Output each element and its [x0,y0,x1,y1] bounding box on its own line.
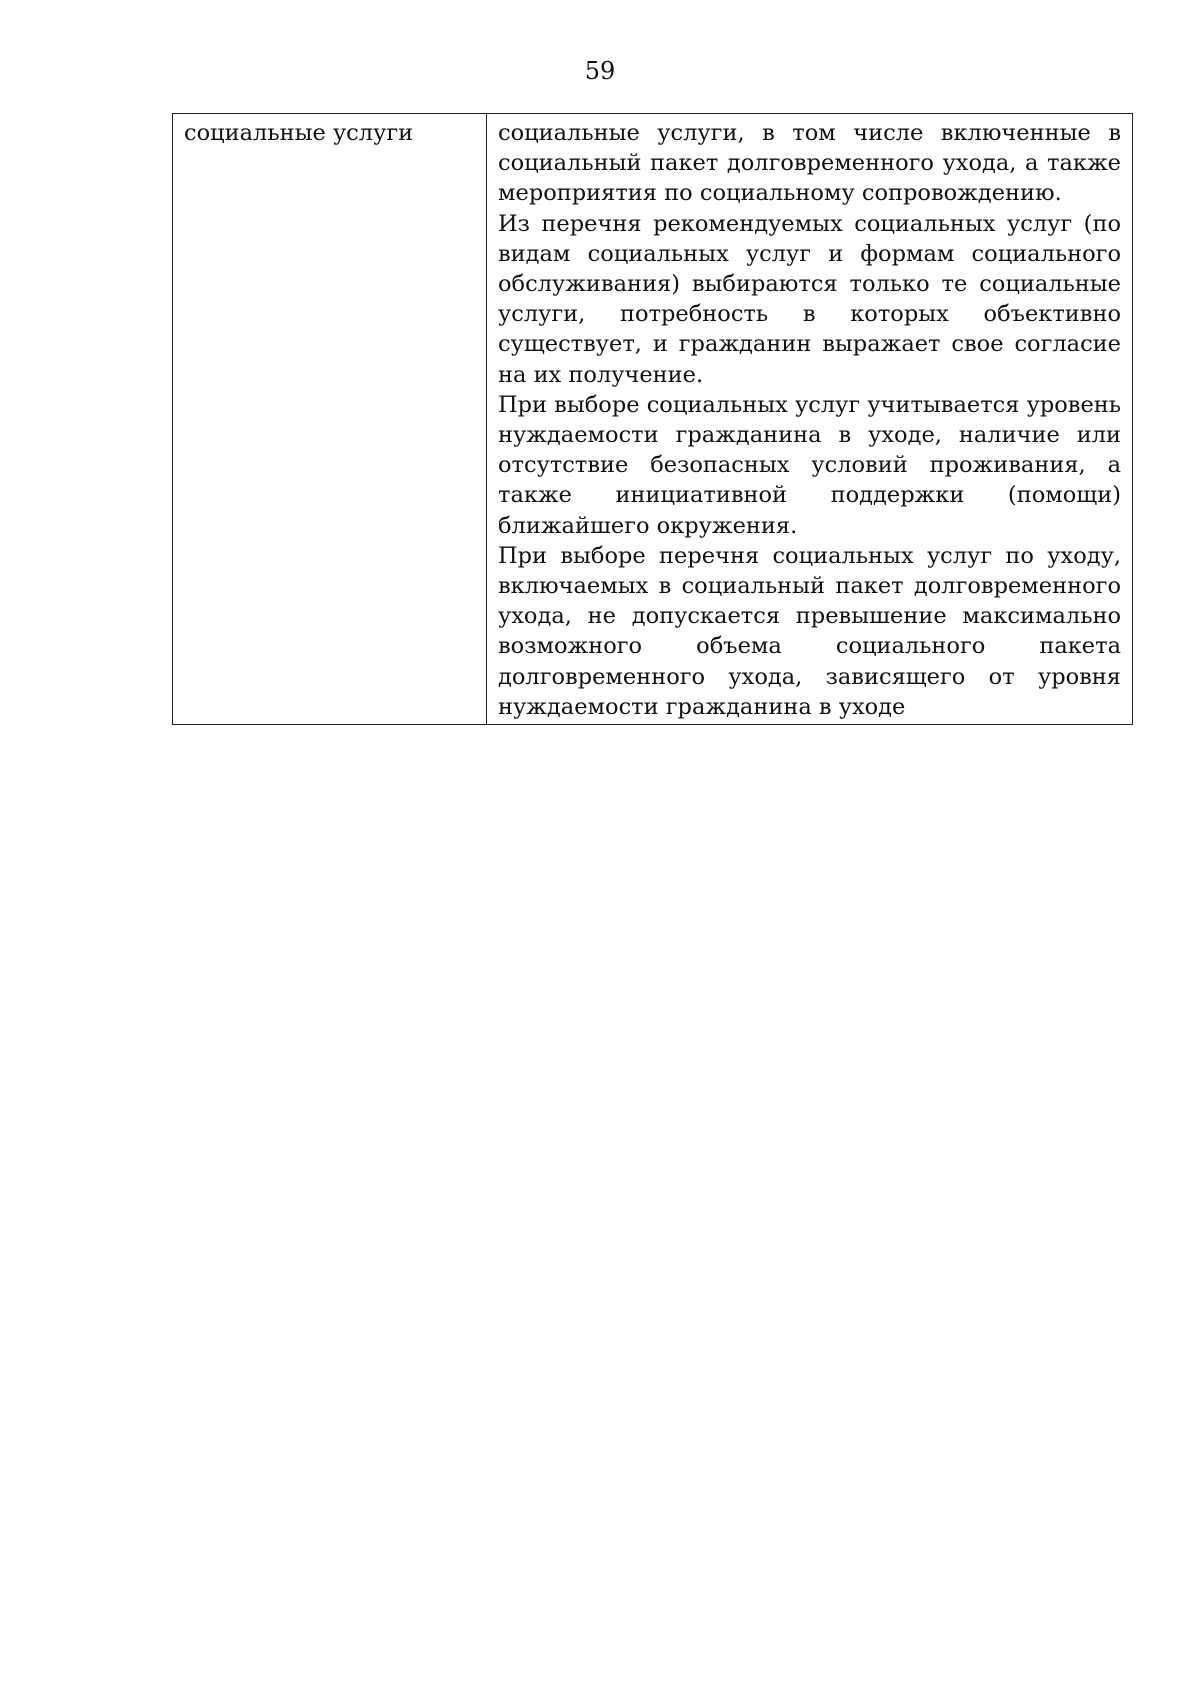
description-paragraph: социальные услуги, в том числе включенные в социальный пакет долговременного ухода, а также мероприятия по социальному сопровождению. [498,120,1121,207]
table-row [173,114,1133,725]
description-paragraph: Из перечня рекомендуемых социальных услуг (по видам социальных услуг и формам социального обслуживания) выбираются только те социальные услуги, потребность в которых объективно существует, и гражданин выражает свое согласие на их получение. [498,210,1121,388]
description-paragraph: При выборе социальных услуг учитывается уровень нуждаемости гражданина в уходе, наличие или отсутствие безопасных условий проживания, а также инициативной поддержки (помощи) ближайшего окружения. [498,391,1122,539]
description-paragraph: При выборе перечня социальных услуг по уходу, включаемых в социальный пакет долговременного ухода, не допускается превышение максимально возможного объема социального пакета долговременного ухода, зависящего от уровня нуждаемости гражданина в уходе [498,542,1121,720]
table-cell-term: социальные услуги [173,114,487,725]
page-number: 59 [584,57,616,85]
document-table [172,113,1133,725]
table-cell-description [487,114,1133,725]
